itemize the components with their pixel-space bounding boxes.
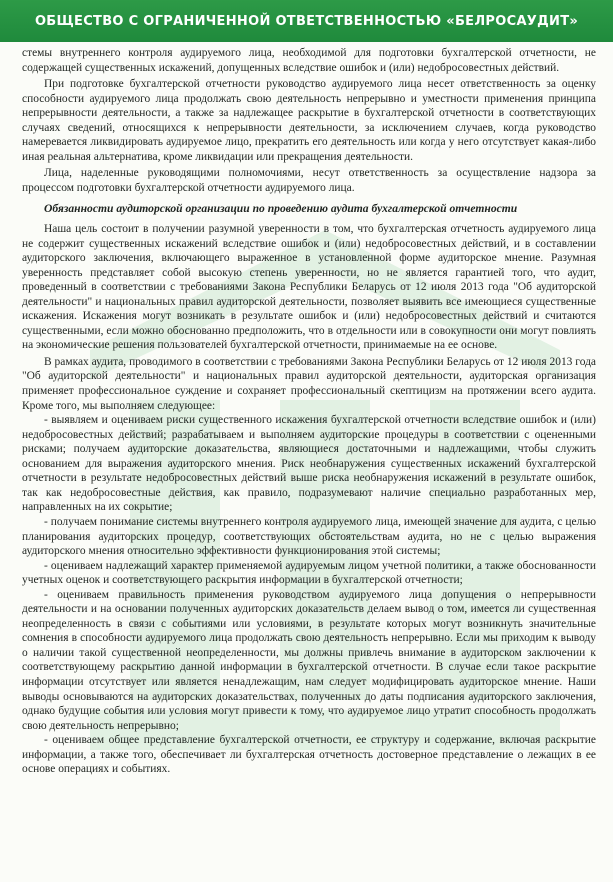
paragraph-internal-control: стемы внутреннего контроля аудируемого лица, необходимой для подготовки бухгалтерской отчетности, не содержащей существенных искажений, допущенных вследствие ошибок и (или) недобросовестных действий. [22,47,596,74]
paragraph-audit-objective: Наша цель состоит в получении разумной уверенности в том, что бухгалтерская отчетность аудируемого лица не содержит существенных искажений вследствие ошибок и (или) недобросовестных действий, и в составлении аудиторского заключения, включающего выраженное в установленной форме аудиторское мнение. Разумная уверенность представляет собой высокую степень уверенности, но не является гарантией того, что аудит, проведенный в соответствии с требованиями Закона Республики Беларусь от 12 июля 2013 года "Об аудиторской деятельности" и национальных правил аудиторской деятельности, позволяет выявить все имеющиеся существенные искажения. Искажения могут возникать в результате ошибок и (или) недобросовестных действий и считаются существенными, если можно обоснованно предположить, что в отдельности или в совокупности они могут повлиять на экономические решения пользователей бухгалтерской отчетности, принимаемые на ее основе. [22,223,596,352]
bullet-accounting-policy: - оцениваем надлежащий характер применяемой аудируемым лицом учетной политики, а также обоснованности учетных оценок и соответствующего раскрытия информации в бухгалтерской отчетности; [22,559,596,587]
bullet-overall-presentation: - оцениваем общее представление бухгалтерской отчетности, ее структуру и содержание, включая раскрытие информации, а также того, обеспечивает ли бухгалтерская отчетность достоверное представление о лежащих в ее основе операциях и событиях. [22,734,596,776]
document-body [22,46,596,878]
bullet-internal-control-understanding: - получаем понимание системы внутреннего контроля аудируемого лица, имеющей значение для аудита, с целью планирования аудиторских процедур, соответствующих обстоятельствам аудита, но не с целью выражения аудиторского мнения относительно эффективности функционирования этой системы; [22,515,596,558]
company-header-banner [0,0,613,42]
section-heading: Обязанности аудиторской организации по проведению аудита бухгалтерской отчетности [44,202,518,216]
bullet-going-concern-evaluation: - оцениваем правильность применения руководством аудируемого лица допущения о непрерывности деятельности и на основании полученных аудиторских доказательств делаем вывод о том, имеется ли существенная неопределенность в связи с событиями или условиями, в результате которых могут возникнуть значительные сомнения в способности аудируемого лица продолжать свою деятельность непрерывно. Если мы приходим к выводу о наличии такой существенной неопределенности, мы должны привлечь внимание в аудиторском заключении к соответствующему раскрытию данной информации в бухгалтерской отчетности. В случае если такое раскрытие информации отсутствует или является ненадлежащим, нам следует модифицировать аудиторское мнение. Наши выводы основываются на аудиторских доказательствах, полученных до даты подписания аудиторского заключения, однако будущие события или условия могут привести к тому, что аудируемое лицо утратит способность продолжать свою деятельность непрерывно; [22,588,596,732]
paragraph-audit-scope: В рамках аудита, проводимого в соответствии с требованиями Закона Республики Беларусь от 12 июля 2013 года "Об аудиторской деятельности" и национальных правил аудиторской деятельности, аудиторская организация применяет профессиональное суждение и сохраняет профессиональный скептицизм на протяжении всего аудита. Кроме того, мы выполняем следующее: [22,355,596,412]
paragraph-governance-oversight: Лица, наделенные руководящими полномочиями, несут ответственность за осуществление надзора за процессом подготовки бухгалтерской отчетности аудируемого лица. [22,167,596,194]
bullet-risk-assessment: - выявляем и оцениваем риски существенного искажения бухгалтерской отчетности вследствие ошибок и (или) недобросовестных действий; разрабатываем и выполняем аудиторские процедуры в соответствии с оцененными рисками; получаем аудиторские доказательства, являющиеся достаточными и надлежащими, чтобы служить основанием для выражения аудиторского мнения. Риск необнаружения существенных искажений бухгалтерской отчетности в результате недобросовестных действий выше риска необнаружения искажений в результате ошибок, так как недобросовестные действия, как правило, подразумевают наличие специально разработанных мер, направленных на их сокрытие; [22,414,596,514]
paragraph-going-concern-responsibility: При подготовке бухгалтерской отчетности руководство аудируемого лица несет ответственность за оценку способности аудируемого лица продолжать свою деятельность непрерывно и уместности применения принципа непрерывности деятельности, а также за надлежащее раскрытие в бухгалтерской отчетности в соответствующих случаях сведений, относящихся к непрерывности деятельности, за исключением случаев, когда руководство намеревается ликвидировать аудируемое лицо, прекратить его деятельность или когда у него отсутствует какая-либо иная реальная альтернатива, кроме ликвидации или прекращения деятельности. [22,78,596,163]
company-name: ОБЩЕСТВО С ОГРАНИЧЕННОЙ ОТВЕТСТВЕННОСТЬЮ «БЕЛРОСАУДИТ» [34,13,579,29]
